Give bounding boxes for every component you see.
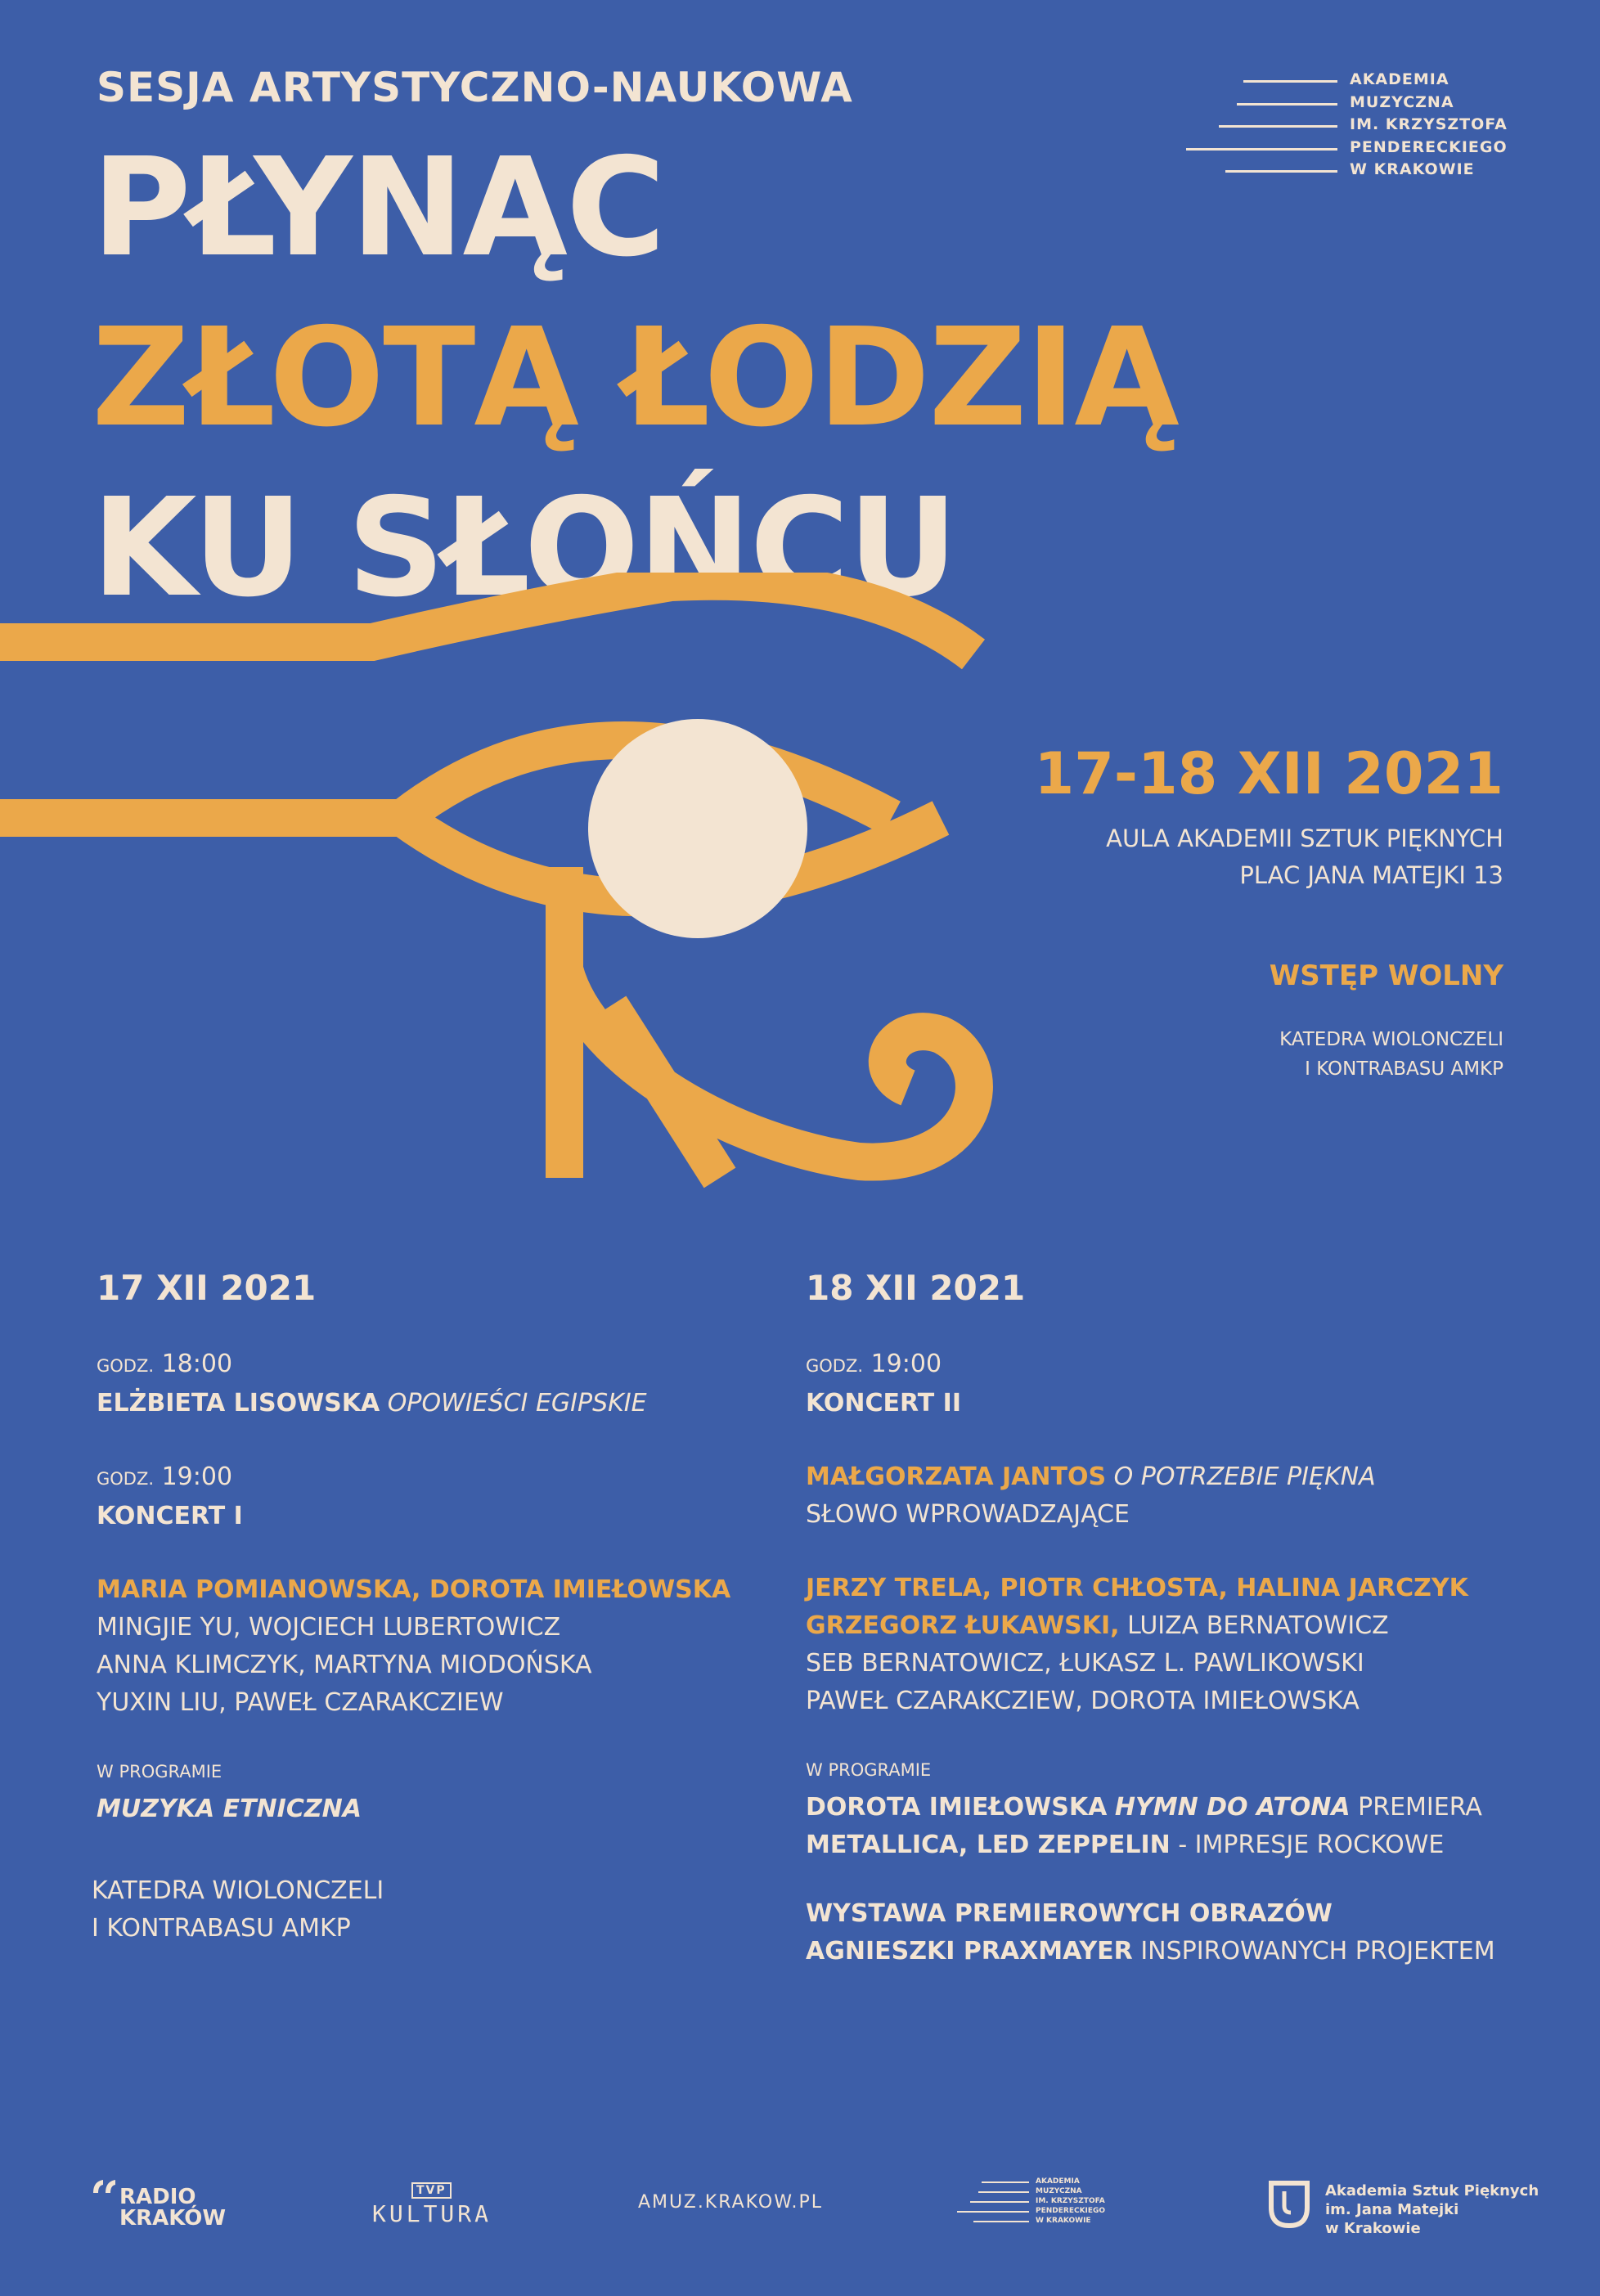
venue-line: AULA AKADEMII SZTUK PIĘKNYCH — [1106, 824, 1503, 852]
program-item: DOROTA IMIEŁOWSKA HYMN DO ATONA PREMIERA — [806, 1793, 1482, 1822]
academy-logo-line: MUZYCZNA — [1350, 92, 1454, 111]
asp-logo-text: Akademia Sztuk Pięknych im. Jana Matejki w Krakowie — [1325, 2182, 1539, 2237]
event-dates: 17-18 XII 2021 — [1034, 740, 1503, 807]
performers-line: YUXIN LIU, PAWEŁ CZARAKCZIEW — [97, 1688, 504, 1717]
performers-line: PAWEŁ CZARAKCZIEW, DOROTA IMIEŁOWSKA — [806, 1687, 1360, 1715]
exhibition-title: WYSTAWA PREMIEROWYCH OBRAZÓW — [806, 1899, 1333, 1928]
tvp-badge: TVP — [411, 2182, 452, 2199]
schedule-time: GODZ. 19:00 — [97, 1463, 233, 1491]
schedule-time: GODZ. 19:00 — [806, 1350, 942, 1378]
program-label: W PROGRAMIE — [806, 1760, 932, 1780]
academy-logo-line: AKADEMIA — [1036, 2177, 1080, 2186]
performers-highlight: MARIA POMIANOWSKA, DOROTA IMIEŁOWSKA — [97, 1575, 731, 1604]
academy-logo-line: IM. KRZYSZTOFA — [1036, 2197, 1105, 2205]
radio-logo-text: RADIO KRAKÓW — [119, 2185, 227, 2231]
department-line: I KONTRABASU AMKP — [92, 1914, 351, 1943]
eye-of-horus-graphic — [0, 573, 1063, 1194]
schedule-time: GODZ. 18:00 — [97, 1350, 233, 1378]
lecture: MAŁGORZATA JANTOS O POTRZEBIE PIĘKNA — [806, 1463, 1376, 1491]
academy-logo-line: W KRAKOWIE — [1350, 160, 1475, 178]
title-line-2: ZŁOTĄ ŁODZIĄ — [92, 299, 1178, 457]
day1-schedule — [92, 1268, 731, 1948]
lecture-note: SŁOWO WPROWADZAJĄCE — [806, 1500, 1130, 1529]
free-entry: WSTĘP WOLNY — [1269, 959, 1503, 992]
website-url[interactable]: AMUZ.KRAKOW.PL — [638, 2192, 823, 2213]
tvp-kultura-text: KULTURA — [372, 2200, 492, 2227]
title-line-1: PŁYNĄC — [92, 129, 664, 287]
performers-line: GRZEGORZ ŁUKAWSKI, LUIZA BERNATOWICZ — [806, 1611, 1389, 1640]
academy-logo-line: W KRAKOWIE — [1036, 2217, 1091, 2225]
program-label: W PROGRAMIE — [97, 1762, 222, 1782]
department-line: I KONTRABASU AMKP — [1305, 1058, 1503, 1080]
organizer-department — [1279, 1025, 1503, 1084]
department-line: KATEDRA WIOLONCZELI — [92, 1876, 384, 1905]
academy-logo-line: IM. KRZYSZTOFA — [1350, 115, 1508, 133]
lecture: ELŻBIETA LISOWSKA OPOWIEŚCI EGIPSKIE — [97, 1389, 647, 1418]
academy-logo-line: PENDERECKIEGO — [1350, 137, 1508, 156]
performers-line: ANNA KLIMCZYK, MARTYNA MIODOŃSKA — [97, 1651, 592, 1679]
day2-date: 18 XII 2021 — [806, 1268, 1026, 1308]
concert-title: KONCERT I — [97, 1502, 243, 1530]
concert-title: KONCERT II — [806, 1389, 962, 1418]
performers-line: SEB BERNATOWICZ, ŁUKASZ L. PAWLIKOWSKI — [806, 1649, 1364, 1678]
program-item: MUZYKA ETNICZNA — [97, 1795, 362, 1823]
performers-line: MINGJIE YU, WOJCIECH LUBERTOWICZ — [97, 1613, 561, 1642]
day2-schedule — [806, 1268, 1495, 1970]
academy-logo-line: PENDERECKIEGO — [1036, 2207, 1106, 2215]
day1-date: 17 XII 2021 — [97, 1268, 317, 1308]
title-line-3: KU SŁOŃCU — [92, 470, 957, 627]
program-item: METALLICA, LED ZEPPELIN - IMPRESJE ROCKOWE — [806, 1831, 1445, 1859]
exhibition-artist: AGNIESZKI PRAXMAYER INSPIROWANYCH PROJEKTEM — [806, 1937, 1495, 1966]
eye-pupil — [588, 719, 807, 938]
venue-line: PLAC JANA MATEJKI 13 — [1239, 861, 1503, 889]
event-subtitle: SESJA ARTYSTYCZNO-NAUKOWA — [97, 64, 853, 111]
academy-logo-line: MUZYCZNA — [1036, 2187, 1082, 2195]
academy-logo-line: AKADEMIA — [1350, 70, 1449, 88]
performers-highlight: JERZY TRELA, PIOTR CHŁOSTA, HALINA JARCZYK — [806, 1574, 1468, 1602]
shield-icon — [1268, 2180, 1310, 2229]
quote-mark-icon — [92, 2178, 118, 2195]
department-line: KATEDRA WIOLONCZELI — [1279, 1029, 1503, 1050]
event-venue — [1106, 820, 1503, 894]
